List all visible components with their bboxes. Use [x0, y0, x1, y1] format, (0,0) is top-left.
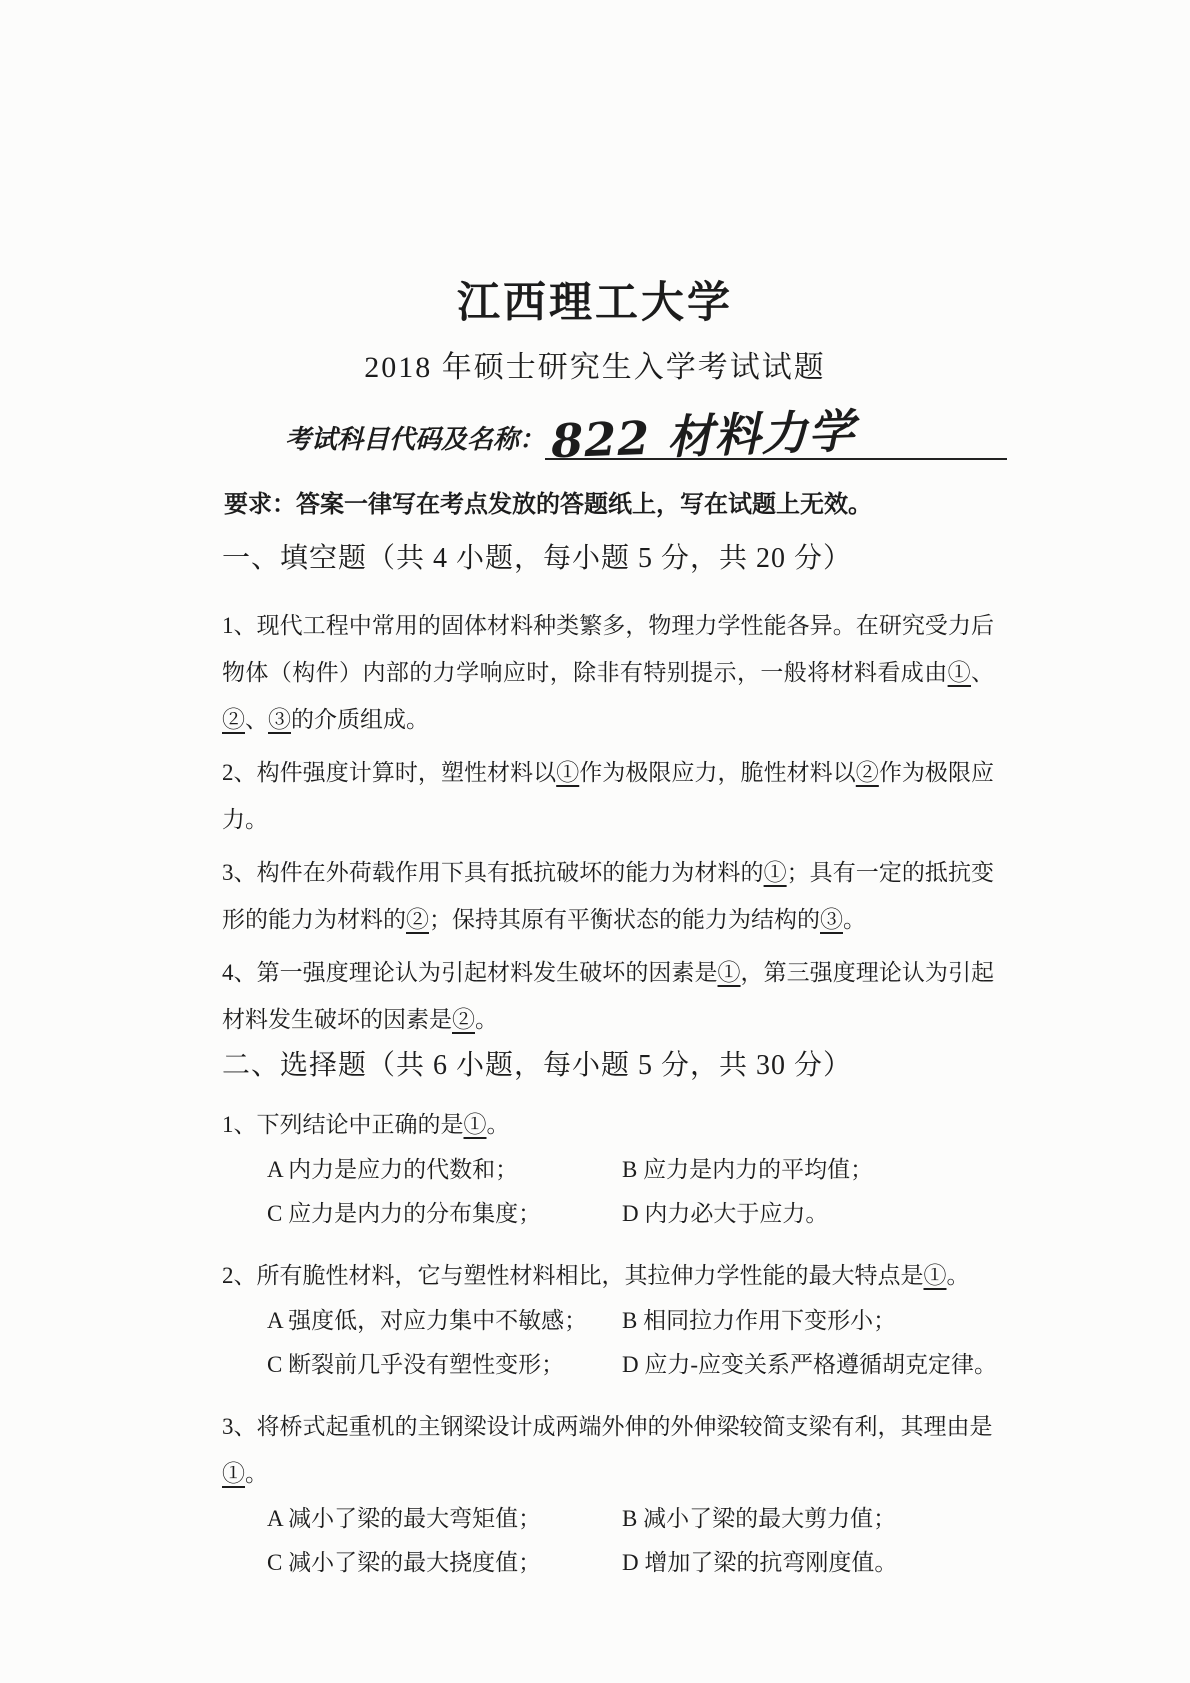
mc-option-c: C 断裂前几乎没有塑性变形； [267, 1352, 565, 1377]
exam-title: 2018 年硕士研究生入学考试试题 [364, 351, 826, 384]
mc-option-b: B 减小了梁的最大剪力值； [622, 1506, 897, 1531]
mc-option-row [267, 1148, 1002, 1192]
mc-option-b: B 相同拉力作用下变形小； [622, 1308, 897, 1333]
mc-question-1 [222, 1101, 1002, 1236]
mc-option-a: A 强度低，对应力集中不敏感； [267, 1308, 588, 1333]
mc-question-2-options [267, 1299, 1002, 1387]
mc-question-1-stem: 1、下列结论中正确的是①。 [222, 1112, 510, 1137]
mc-option-a: A 内力是应力的代数和； [267, 1157, 519, 1182]
mc-option-row [267, 1299, 1002, 1343]
mc-option-d: D 应力-应变关系严格遵循胡克定律。 [622, 1352, 998, 1377]
mc-option-row [267, 1497, 1002, 1541]
fill-blank-question-1: 1、现代工程中常用的固体材料种类繁多，物理力学性能各异。在研究受力后物体（构件）内部的力学响应时，除非有特别提示，一般将材料看成由①、②、③的介质组成。 [222, 613, 994, 732]
fill-blank-question-3: 3、构件在外荷载作用下具有抵抗破坏的能力为材料的①；具有一定的抵抗变形的能力为材料的②；保持其原有平衡状态的能力为结构的③。 [222, 860, 995, 932]
mc-option-a: A 减小了梁的最大弯矩值； [267, 1506, 542, 1531]
mc-question-2-stem: 2、所有脆性材料，它与塑性材料相比，其拉伸力学性能的最大特点是①。 [222, 1263, 970, 1288]
subject-code-blank-line [545, 402, 1007, 469]
section-2-heading: 二、选择题（共 6 小题，每小题 5 分，共 30 分） [222, 1050, 853, 1081]
subject-code-label: 考试科目代码及名称： [285, 425, 546, 454]
fill-blank-question-4: 4、第一强度理论认为引起材料发生破坏的因素是①，第三强度理论认为引起材料发生破坏的因素是②。 [222, 960, 995, 1032]
mc-question-1-options [267, 1148, 1002, 1236]
mc-question-3 [222, 1403, 1002, 1585]
mc-option-b: B 应力是内力的平均值； [622, 1157, 874, 1182]
mc-option-row [267, 1343, 1002, 1387]
subject-code-line [285, 402, 1007, 469]
mc-option-c: C 减小了梁的最大挠度值； [267, 1550, 542, 1575]
requirement-note: 要求：答案一律写在考点发放的答题纸上，写在试题上无效。 [224, 492, 872, 518]
mc-option-d: D 增加了梁的抗弯刚度值。 [622, 1550, 898, 1575]
mc-question-3-stem: 3、将桥式起重机的主钢梁设计成两端外伸的外伸梁较简支梁有利，其理由是①。 [222, 1414, 993, 1486]
section-1-heading: 一、填空题（共 4 小题，每小题 5 分，共 20 分） [222, 543, 853, 574]
mc-option-c: C 应力是内力的分布集度； [267, 1201, 542, 1226]
subject-code-handwritten: 822 材料力学 [550, 403, 857, 469]
mc-option-row [267, 1541, 1002, 1585]
fill-blank-question-2: 2、构件强度计算时，塑性材料以①作为极限应力，脆性材料以②作为极限应力。 [222, 760, 995, 832]
mc-option-d: D 内力必大于应力。 [622, 1201, 829, 1226]
university-name: 江西理工大学 [457, 280, 733, 327]
mc-question-3-options [267, 1497, 1002, 1585]
mc-option-row [267, 1192, 1002, 1236]
mc-question-2 [222, 1252, 1002, 1387]
